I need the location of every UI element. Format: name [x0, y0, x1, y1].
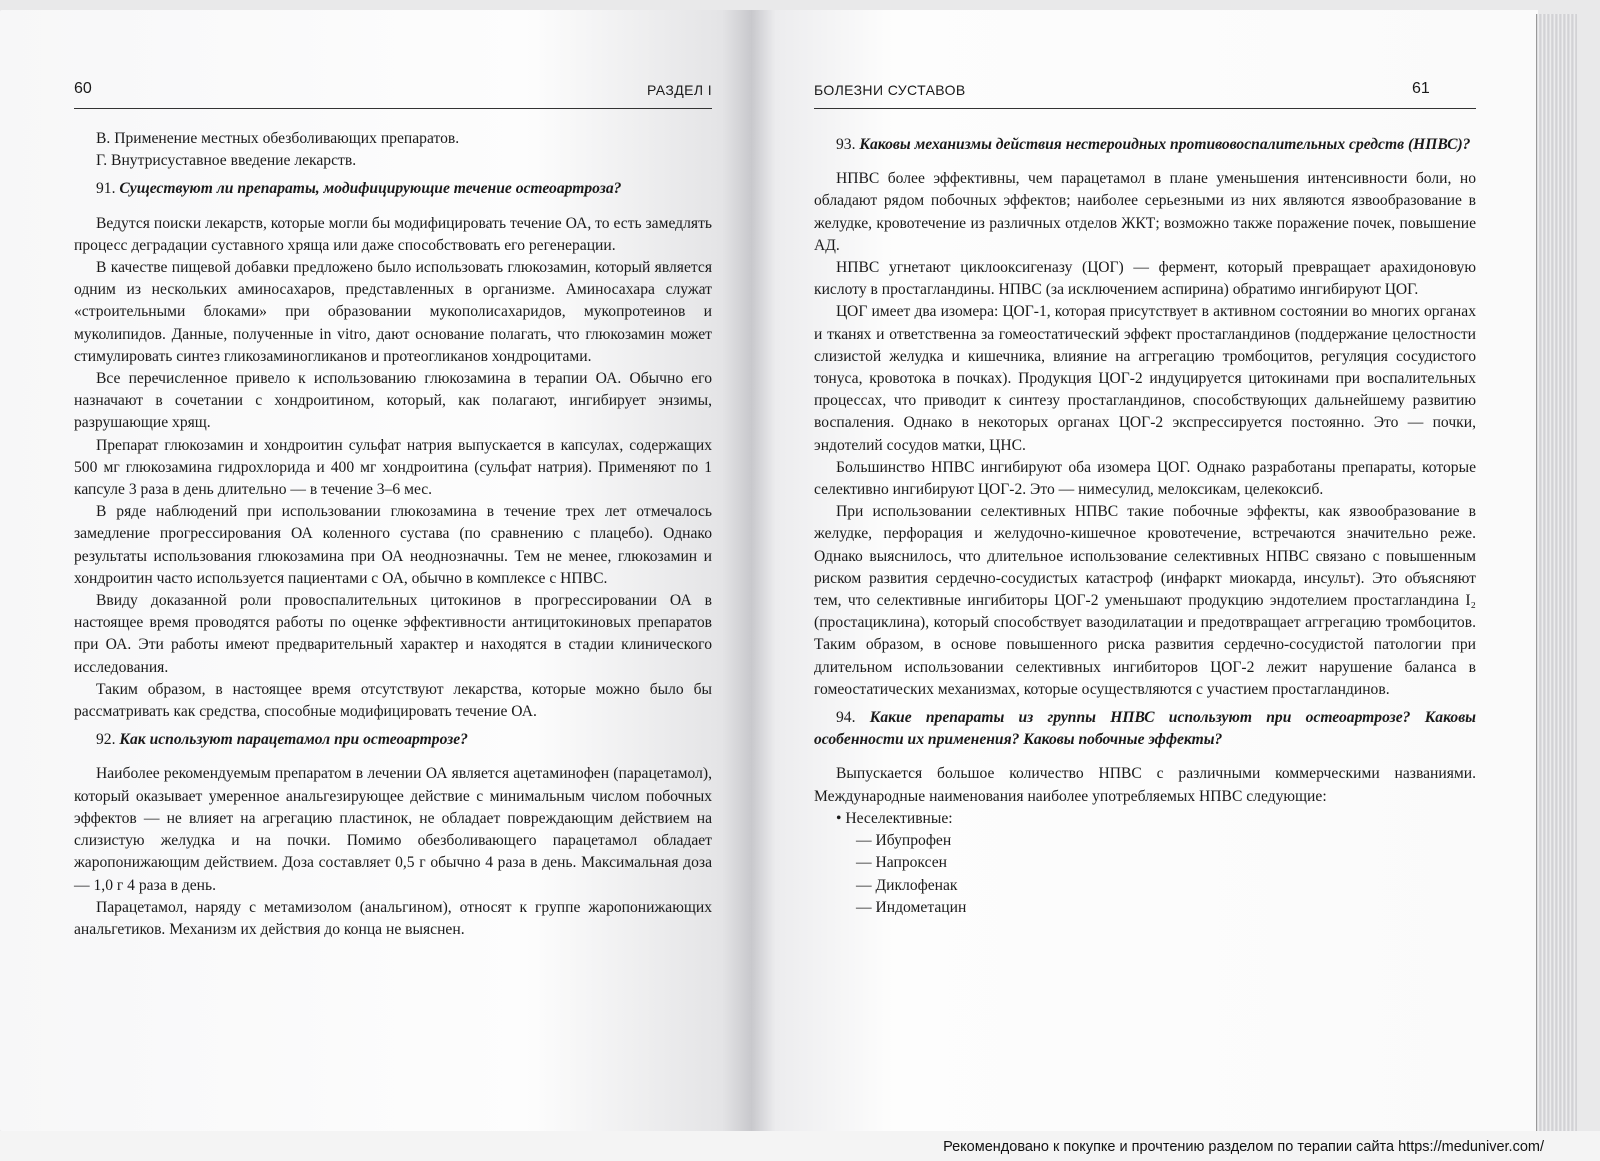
list-heading: • Неселективные: — [836, 809, 953, 827]
question-heading — [814, 707, 1476, 751]
question-text: Существуют ли препараты, модифицирующие течение остеоартроза? — [119, 180, 622, 198]
page-edges — [1536, 14, 1577, 1132]
body-paragraph: Парацетамол, наряду с метамизолом (анальгином), относят к группе жаропонижающих анальгетиков. Механизм их действия до конца не выяснен. — [74, 898, 712, 938]
body-paragraph: Ввиду доказанной роли провоспалительных цитокинов в прогрессировании ОА в настоящее время проводятся работы по оценке эффективности антицитокиновых препаратов при ОА. Эти работы имеют предварительный характер и находятся в стадии клинического исследования. — [74, 592, 712, 676]
question-heading — [74, 729, 712, 751]
body-paragraph: НПВС угнетают циклооксигеназу (ЦОГ) — фермент, который превращает арахидоновую кислоту в простагландины. НПВС (за исключением аспирина) обратимо ингибируют ЦОГ. — [814, 259, 1476, 299]
question-number: 92. — [96, 731, 116, 749]
body-paragraph: ЦОГ имеет два изомера: ЦОГ-1, которая присутствует в активном состоянии во многих органах и тканях и ответственна за гомеостатический эффект простагландинов (поддержание целостности слизистой желудка и кишечника, влияние на аггрегацию тромбоцитов, регуляция сосудистого тонуса, кровотока в почках). Продукция ЦОГ-2 индуцируется цитокинами при воспалительных процессах, что приводит к синтезу простагландинов, способствующих дальнейшему развитию воспаления. Однако в некоторых органах ЦОГ-2 экспрессируется постоянно. Это — почки, эндотелий сосудов матки, ЦНС. — [814, 303, 1476, 454]
header-rule — [814, 108, 1476, 109]
question-number: 94. — [836, 709, 856, 727]
question-number: 91. — [96, 180, 116, 198]
list-item: — Диклофенак — [856, 876, 958, 894]
question-text: Каковы механизмы действия нестероидных противовоспалительных средств (НПВС)? — [859, 136, 1471, 153]
right-page — [752, 10, 1538, 1131]
left-page — [0, 10, 752, 1131]
body-paragraph: При использовании селективных НПВС такие побочные эффекты, как язвообразование в желудке, перфорация и желудочно-кишечное кровотечение, встречаются значительно реже. Однако выяснилось, что длительное использование селективных НПВС связано с повышенным риском развития сердечно-сосудистых катастроф (инфаркт миокарда, инсульт). Это объясняют тем, что селективные ингибиторы ЦОГ-2 уменьшают продукцию эндотелием простагландина I₂ (простациклина), который способствует вазодилатации и предотвращает аггрегацию тромбоцитов. Таким образом, в основе повышенного риска развития сердечно-сосудистой патологии при длительном использовании селективных ингибиторов ЦОГ-2 лежит нарушение баланса в гомеостатических механизмах, которые осуществляются с участием простагландинов. — [814, 503, 1476, 698]
running-head: БОЛЕЗНИ СУСТАВОВ — [814, 82, 966, 98]
text-column — [74, 128, 712, 941]
body-paragraph: НПВС более эффективны, чем парацетамол в плане уменьшения интенсивности боли, но обладают рядом побочных эффектов; наиболее серьезными из них являются язвообразование в желудке, кровотечение из различных отделов ЖКТ; возможно также поражение почек, повышение АД. — [814, 170, 1476, 254]
body-paragraph: Выпускается большое количество НПВС с различными коммерческими названиями. Международные наименования наиболее употребляемых НПВС следующие: — [814, 765, 1476, 805]
body-paragraph: Препарат глюкозамин и хондроитин сульфат натрия выпускается в капсулах, содержащих 500 мг глюкозамина гидрохлорида и 400 мг хондроитина (сульфат натрия). Применяют по 1 капсуле 3 раза в день длительно — в течение 3–6 мес. — [74, 436, 712, 499]
footer-note: Рекомендовано к покупке и прочтению разделом по терапии сайта https://meduniver.com/ — [943, 1139, 1544, 1155]
question-heading — [74, 178, 712, 200]
drug-list — [814, 808, 1476, 830]
drug-sublist — [814, 830, 1476, 919]
body-paragraph: Таким образом, в настоящее время отсутствуют лекарства, которые можно было бы рассматривать как средства, способные модифицировать течение ОА. — [74, 680, 712, 721]
body-paragraph: Ведутся поиски лекарств, которые могли бы модифицировать течение ОА, то есть замедлять процесс деградации суставного хряща или даже способствовать его регенерации. — [74, 214, 712, 254]
text-column — [814, 128, 1476, 919]
page-number: 61 — [1412, 80, 1430, 97]
body-paragraph: Большинство НПВС ингибируют оба изомера ЦОГ. Однако разработаны препараты, которые селективно ингибируют ЦОГ-2. Это — нимесулид, мелоксикам, целекоксиб. — [814, 458, 1476, 499]
question-text: Как используют парацетамол при остеоартрозе? — [119, 731, 468, 749]
body-paragraph: Наиболее рекомендуемым препаратом в лечении ОА является ацетаминофен (парацетамол), который оказывает умеренное анальгезирующее действие с минимальным числом побочных эффектов — не влияет на агрегацию пластинок, не обладает повреждающим действием на слизистую желудка и на почки. Помимо обезболивающего парацетамол обладает жаропонижающим действием. Доза составляет 0,5 г обычно 4 раза в день. Максимальная доза — 1,0 г 4 раза в день. — [74, 765, 712, 894]
body-paragraph: Все перечисленное привело к использованию глюкозамина в терапии ОА. Обычно его назначают в сочетании с хондроитином, который, как полагают, ингибирует энзимы, разрушающие хрящ. — [74, 370, 712, 432]
body-paragraph: В. Применение местных обезболивающих препаратов. — [96, 130, 460, 147]
question-number: 93. — [836, 136, 856, 153]
question-text: Какие препараты из группы НПВС используют при остеоартрозе? Каковы особенности их применения? Каковы побочные эффекты? — [814, 709, 1476, 749]
header-rule — [74, 108, 712, 109]
question-heading — [814, 134, 1476, 156]
body-paragraph: В качестве пищевой добавки предложено было использовать глюкозамин, который является одним из нескольких аминосахаров, представленных в организме. Аминосахара служат «строительными блоками» при образовании мукополисахаридов, мукопротеинов и муколипидов. Данные, полученные in vitro, дают основание полагать, что глюкозамин может стимулировать синтез гликозаминогликанов и протеогликанов хондроцитами. — [74, 259, 712, 365]
list-item: — Напроксен — [856, 854, 947, 872]
body-paragraph: Г. Внутрисуставное введение лекарств. — [96, 152, 357, 170]
list-item: — Индометацин — [856, 898, 967, 916]
list-item: — Ибупрофен — [856, 832, 952, 850]
running-head: РАЗДЕЛ I — [646, 82, 712, 98]
page-number: 60 — [74, 80, 92, 97]
body-paragraph: В ряде наблюдений при использовании глюкозамина в течение трех лет отмечалось замедление прогрессирования ОА коленного сустава (по сравнению с плацебо). Однако результаты использования глюкозамина при ОА неоднозначны. Тем не менее, глюкозамин и хондроитин часто используется пациентами с ОА, обычно в комплексе с НПВС. — [74, 503, 712, 587]
